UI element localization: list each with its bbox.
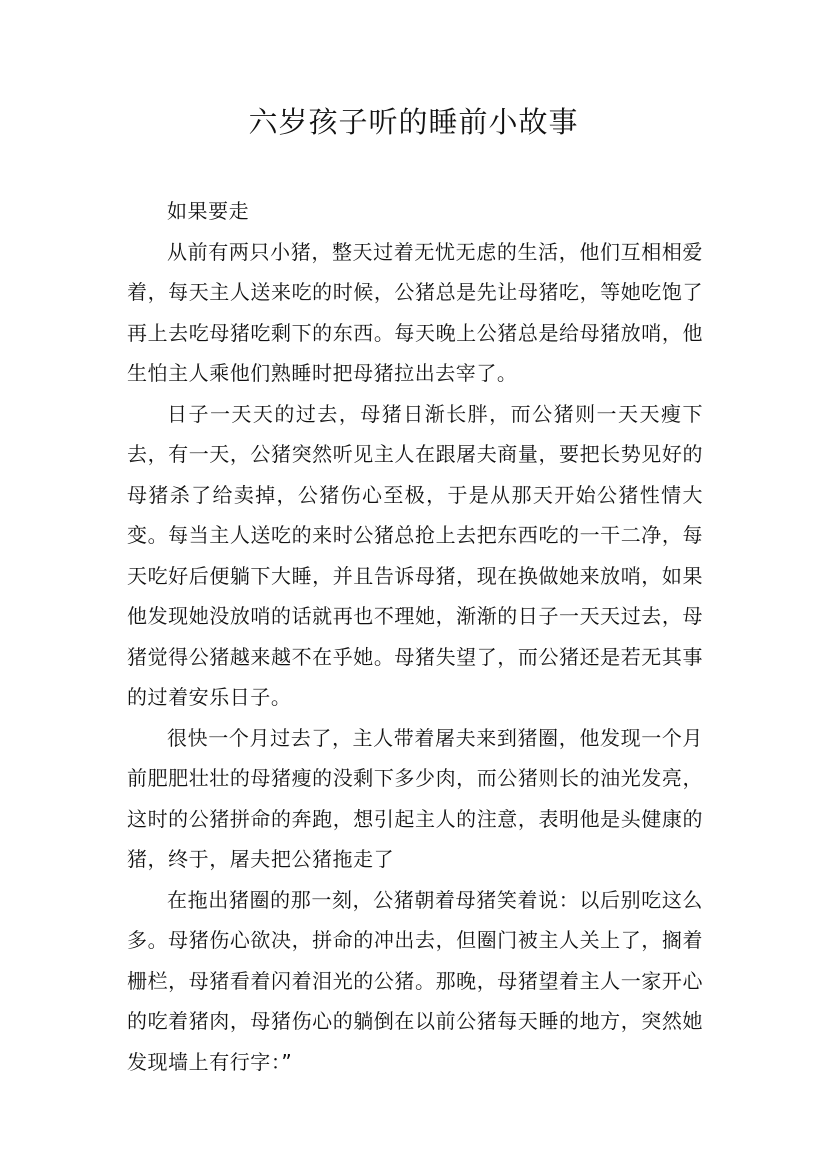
- paragraph: 从前有两只小猪，整天过着无忧无虑的生活，他们互相相爱着，每天主人送来吃的时候，公猪总是先让母猪吃，等她吃饱了再上去吃母猪吃剩下的东西。每天晚上公猪总是给母猪放哨，他生怕主人乘他们熟睡时把母猪拉出去宰了。: [127, 239, 703, 385]
- paragraph: 在拖出猪圈的那一刻，公猪朝着母猪笑着说：以后别吃这么多。母猪伤心欲决，拼命的冲出去，但圈门被主人关上了，搁着栅栏，母猪看着闪着泪光的公猪。那晚，母猪望着主人一家开心的吃着猪肉，母猪伤心的躺倒在以前公猪每天睡的地方，突然她发现墙上有行字：”: [127, 887, 703, 1074]
- document-title: 六岁孩子听的睡前小故事: [248, 105, 579, 139]
- paragraph: 很快一个月过去了，主人带着屠夫来到猪圈，他发现一个月前肥肥壮壮的母猪瘦的没剩下多少肉，而公猪则长的油光发亮，这时的公猪拼命的奔跑，想引起主人的注意，表明他是头健康的猪，终于，屠夫把公猪拖走了: [127, 725, 703, 871]
- paragraph: 如果要走: [167, 199, 250, 223]
- document-body: [127, 191, 703, 1082]
- paragraph: 日子一天天的过去，母猪日渐长胖，而公猪则一天天瘦下去，有一天，公猪突然听见主人在跟屠夫商量，要把长势见好的母猪杀了给卖掉，公猪伤心至极，于是从那天开始公猪性情大变。每当主人送吃的来时公猪总抢上去把东西吃的一干二净，每天吃好后便躺下大睡，并且告诉母猪，现在换做她来放哨，如果他发现她没放哨的话就再也不理她，渐渐的日子一天天过去，母猪觉得公猪越来越不在乎她。母猪失望了，而公猪还是若无其事的过着安乐日子。: [127, 401, 703, 709]
